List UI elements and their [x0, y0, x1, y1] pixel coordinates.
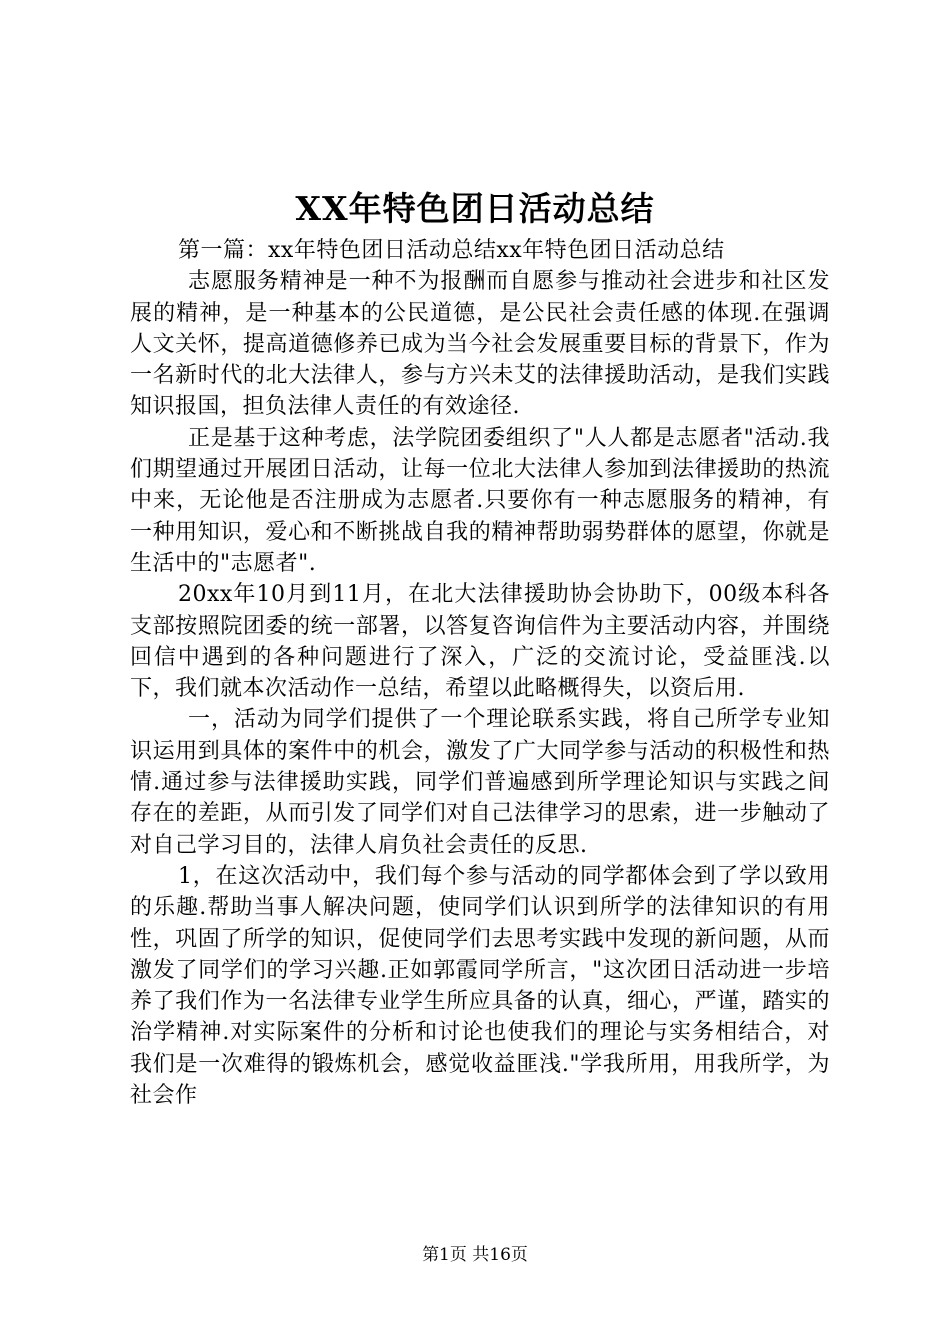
paragraph: 正是基于这种考虑，法学院团委组织了"人人都是志愿者"活动.我们期望通过开展团日活动，让每一位北大法律人参加到法律援助的热流中来，无论他是否注册成为志愿者.只要你有一种志愿服务的精神，有一种用知识，爱心和不断挑战自我的精神帮助弱势群体的愿望，你就是生活中的"志愿者". [130, 425, 830, 576]
document-title: XX年特色团日活动总结 [295, 189, 655, 228]
paragraph: 一，活动为同学们提供了一个理论联系实践，将自己所学专业知识运用到具体的案件中的机会，激发了广大同学参与活动的积极性和热情.通过参与法律援助实践，同学们普遍感到所学理论知识与实践之间存在的差距，从而引发了同学们对自己法律学习的思索，进一步触动了对自己学习目的，法律人肩负社会责任的反思. [130, 707, 830, 858]
paragraph: 志愿服务精神是一种不为报酬而自愿参与推动社会进步和社区发展的精神，是一种基本的公民道德，是公民社会责任感的体现.在强调人文关怀，提高道德修养已成为当今社会发展重要目标的背景下，作为一名新时代的北大法律人，参与方兴未艾的法律援助活动，是我们实践知识报国，担负法律人责任的有效途径. [130, 269, 830, 420]
paragraph-heading-line: 第一篇：xx年特色团日活动总结xx年特色团日活动总结 [178, 238, 725, 263]
paragraph: 20xx年10月到11月，在北大法律援助协会协助下，00级本科各支部按照院团委的统一部署，以答复咨询信件为主要活动内容，并围绕回信中遇到的各种问题进行了深入，广泛的交流讨论，受益匪浅.以下，我们就本次活动作一总结，希望以此略概得失，以资后用. [130, 582, 830, 702]
paragraph: 1，在这次活动中，我们每个参与活动的同学都体会到了学以致用的乐趣.帮助当事人解决问题，使同学们认识到所学的法律知识的有用性，巩固了所学的知识，促使同学们去思考实践中发现的新问题，从而激发了同学们的学习兴趣.正如郭霞同学所言，"这次团日活动进一步培养了我们作为一名法律专业学生所应具备的认真，细心，严谨，踏实的治学精神.对实际案件的分析和讨论也使我们的理论与实务相结合，对我们是一次难得的锻炼机会，感觉收益匪浅."学我所用，用我所学，为社会作 [130, 863, 830, 1109]
page-footer: 第1页 共16页 [422, 1245, 528, 1265]
document-body [130, 235, 830, 1111]
